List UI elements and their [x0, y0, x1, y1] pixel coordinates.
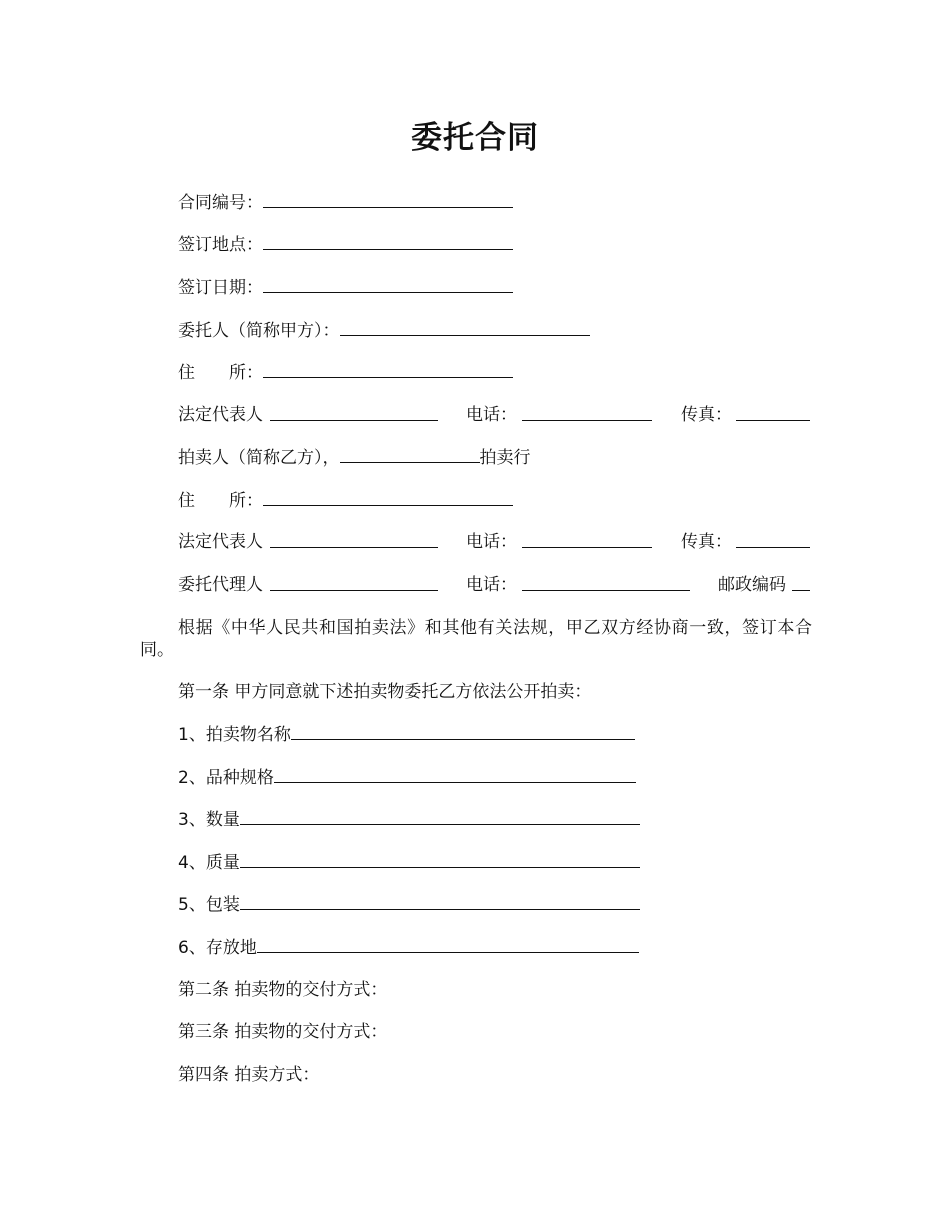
legal-rep-blank[interactable]: [270, 531, 438, 548]
item-spec-line: [178, 766, 636, 789]
phone-label: 电话：: [466, 575, 517, 595]
postcode-label: 邮政编码: [718, 575, 786, 595]
auctioneer-suffix: 拍卖行: [479, 448, 531, 468]
sign-place-label: 签订地点：: [178, 235, 263, 255]
sign-place-blank[interactable]: [263, 233, 513, 250]
principal-label: 委托人（简称甲方）：: [178, 321, 340, 341]
item-blank[interactable]: [274, 766, 636, 783]
sign-date-line: [178, 276, 513, 299]
intro-paragraph: 根据《中华人民共和国拍卖法》和其他有关法规，甲乙双方经协商一致，签订本合同。: [140, 618, 812, 660]
item-quantity-line: [178, 808, 640, 831]
agent-blank[interactable]: [270, 574, 438, 591]
fax-blank[interactable]: [736, 531, 810, 548]
item-label: 2、品种规格: [178, 768, 274, 788]
item-label: 3、数量: [178, 810, 240, 830]
contract-number-line: [178, 191, 513, 214]
auctioneer-residence-line: [178, 489, 513, 512]
article-1: 第一条 甲方同意就下述拍卖物委托乙方依法公开拍卖：: [178, 682, 592, 702]
residence-label: 住 所：: [178, 363, 263, 383]
item-quality-line: [178, 851, 640, 874]
fax-label: 传真：: [681, 532, 732, 552]
contract-number-label: 合同编号：: [178, 193, 263, 213]
phone-blank[interactable]: [522, 574, 690, 591]
phone-label: 电话：: [466, 405, 517, 425]
residence-blank[interactable]: [263, 489, 513, 506]
article-2: 第二条 拍卖物的交付方式：: [178, 980, 388, 1000]
principal-residence-line: [178, 361, 513, 384]
item-blank[interactable]: [240, 851, 640, 868]
agent-line: [178, 574, 818, 598]
item-label: 1、拍卖物名称: [178, 725, 291, 745]
item-label: 6、存放地: [178, 938, 257, 958]
contract-number-blank[interactable]: [263, 191, 513, 208]
auctioneer-blank[interactable]: [340, 446, 480, 463]
item-label: 4、质量: [178, 853, 240, 873]
item-packaging-line: [178, 893, 640, 916]
legal-rep-blank[interactable]: [270, 404, 438, 421]
postcode-blank[interactable]: [792, 574, 810, 591]
item-blank[interactable]: [240, 808, 640, 825]
sign-date-blank[interactable]: [263, 276, 513, 293]
phone-label: 电话：: [466, 532, 517, 552]
item-storage-line: [178, 936, 639, 959]
item-label: 5、包装: [178, 895, 240, 915]
residence-label: 住 所：: [178, 491, 263, 511]
legal-rep-label: 法定代表人: [178, 532, 263, 552]
sign-date-label: 签订日期：: [178, 278, 263, 298]
fax-label: 传真：: [681, 405, 732, 425]
principal-line: [178, 319, 590, 342]
principal-blank[interactable]: [340, 319, 590, 336]
article-3: 第三条 拍卖物的交付方式：: [178, 1022, 388, 1042]
residence-blank[interactable]: [263, 361, 513, 378]
item-name-line: [178, 723, 635, 746]
fax-blank[interactable]: [736, 404, 810, 421]
phone-blank[interactable]: [522, 531, 652, 548]
auctioneer-line: [178, 446, 531, 469]
item-blank[interactable]: [257, 936, 639, 953]
agent-label: 委托代理人: [178, 575, 263, 595]
document-title: 委托合同: [411, 120, 539, 156]
article-4: 第四条 拍卖方式：: [178, 1065, 320, 1085]
item-blank[interactable]: [291, 723, 635, 740]
item-blank[interactable]: [240, 893, 640, 910]
principal-legal-rep-line: [178, 404, 818, 428]
auctioneer-label: 拍卖人（简称乙方），: [178, 448, 340, 468]
phone-blank[interactable]: [522, 404, 652, 421]
sign-place-line: [178, 233, 513, 256]
auctioneer-legal-rep-line: [178, 531, 818, 555]
legal-rep-label: 法定代表人: [178, 405, 263, 425]
